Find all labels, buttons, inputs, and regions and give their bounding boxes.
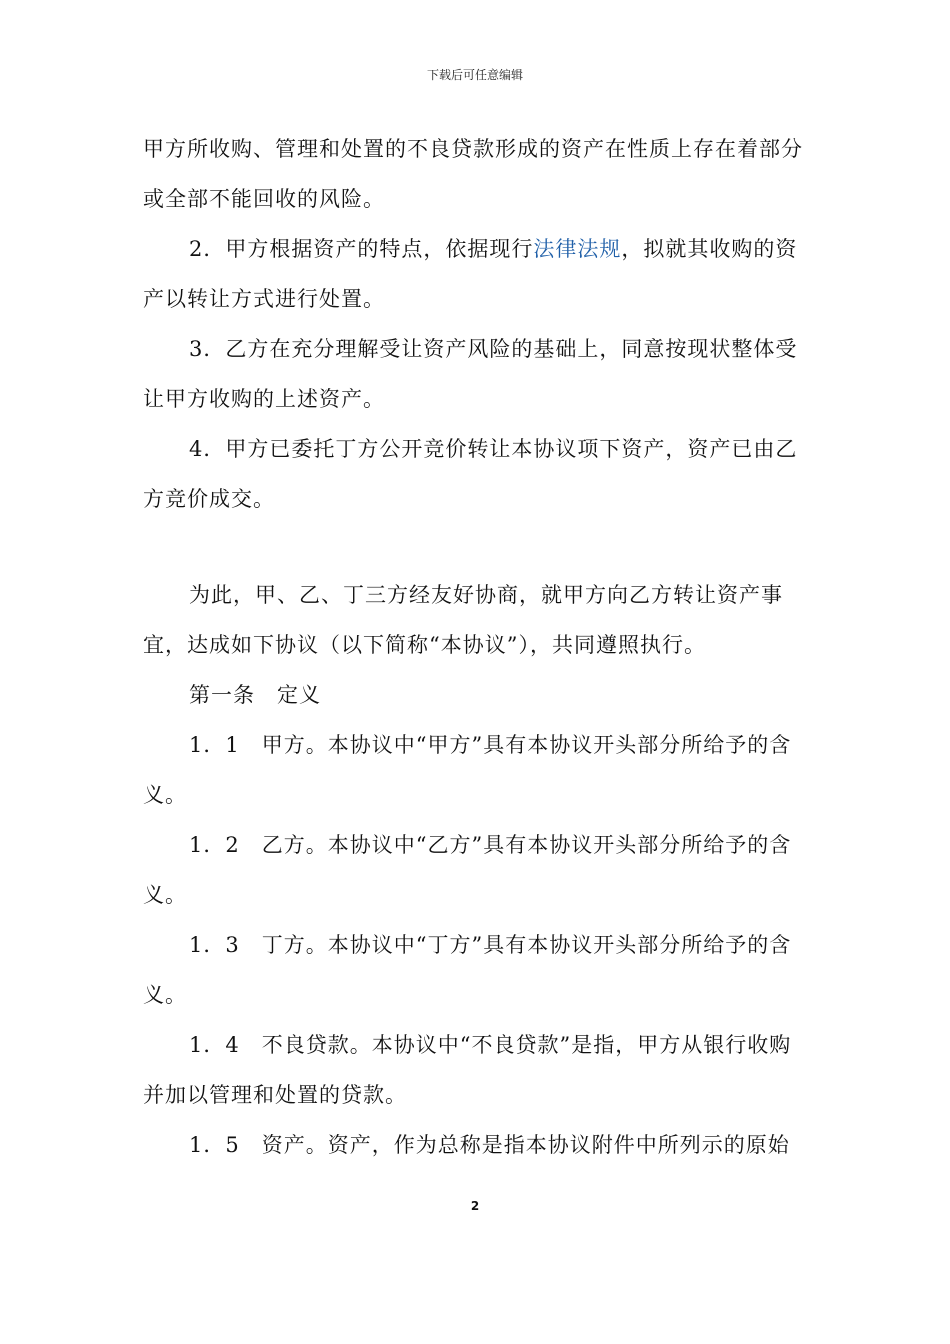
section-heading-definitions: 第一条 定义 (189, 683, 321, 707)
page-number: 2 (470, 1199, 480, 1213)
document-body (143, 124, 809, 1170)
clause-1-3: 1．3 丁方。本协议中“丁方”具有本协议开头部分所给予的含义。 (143, 933, 792, 1007)
law-link[interactable]: 法律法规 (533, 237, 622, 261)
clause-1-1: 1．1 甲方。本协议中“甲方”具有本协议开头部分所给予的含义。 (143, 733, 792, 807)
clause-1-2: 1．2 乙方。本协议中“乙方”具有本协议开头部分所给予的含义。 (143, 833, 792, 907)
page-header: 下载后可任意编辑 (426, 68, 523, 82)
clause-1-4: 1．4 不良贷款。本协议中“不良贷款”是指，甲方从银行收购并加以管理和处置的贷款。 (143, 1033, 792, 1107)
paragraph-risk: 甲方所收购、管理和处置的不良贷款形成的资产在性质上存在着部分或全部不能回收的风险。 (143, 137, 803, 211)
paragraph-text: 2．甲方根据资产的特点，依据现行 (189, 237, 534, 261)
paragraph-item-4: 4．甲方已委托丁方公开竞价转让本协议项下资产，资产已由乙方竞价成交。 (143, 437, 798, 511)
paragraph-agreement: 为此，甲、乙、丁三方经友好协商，就甲方向乙方转让资产事宜，达成如下协议（以下简称“本协议”），共同遵照执行。 (143, 583, 783, 657)
paragraph-spacer (143, 524, 809, 570)
paragraph-item-3: 3．乙方在充分理解受让资产风险的基础上，同意按现状整体受让甲方收购的上述资产。 (143, 337, 798, 411)
clause-1-5: 1．5 资产。资产，作为总称是指本协议附件中所列示的原始 (189, 1133, 790, 1157)
paragraph-item-2 (143, 224, 809, 324)
paragraph-text: ，拟就其收购的资产以转让方式进行处置。 (143, 237, 798, 311)
